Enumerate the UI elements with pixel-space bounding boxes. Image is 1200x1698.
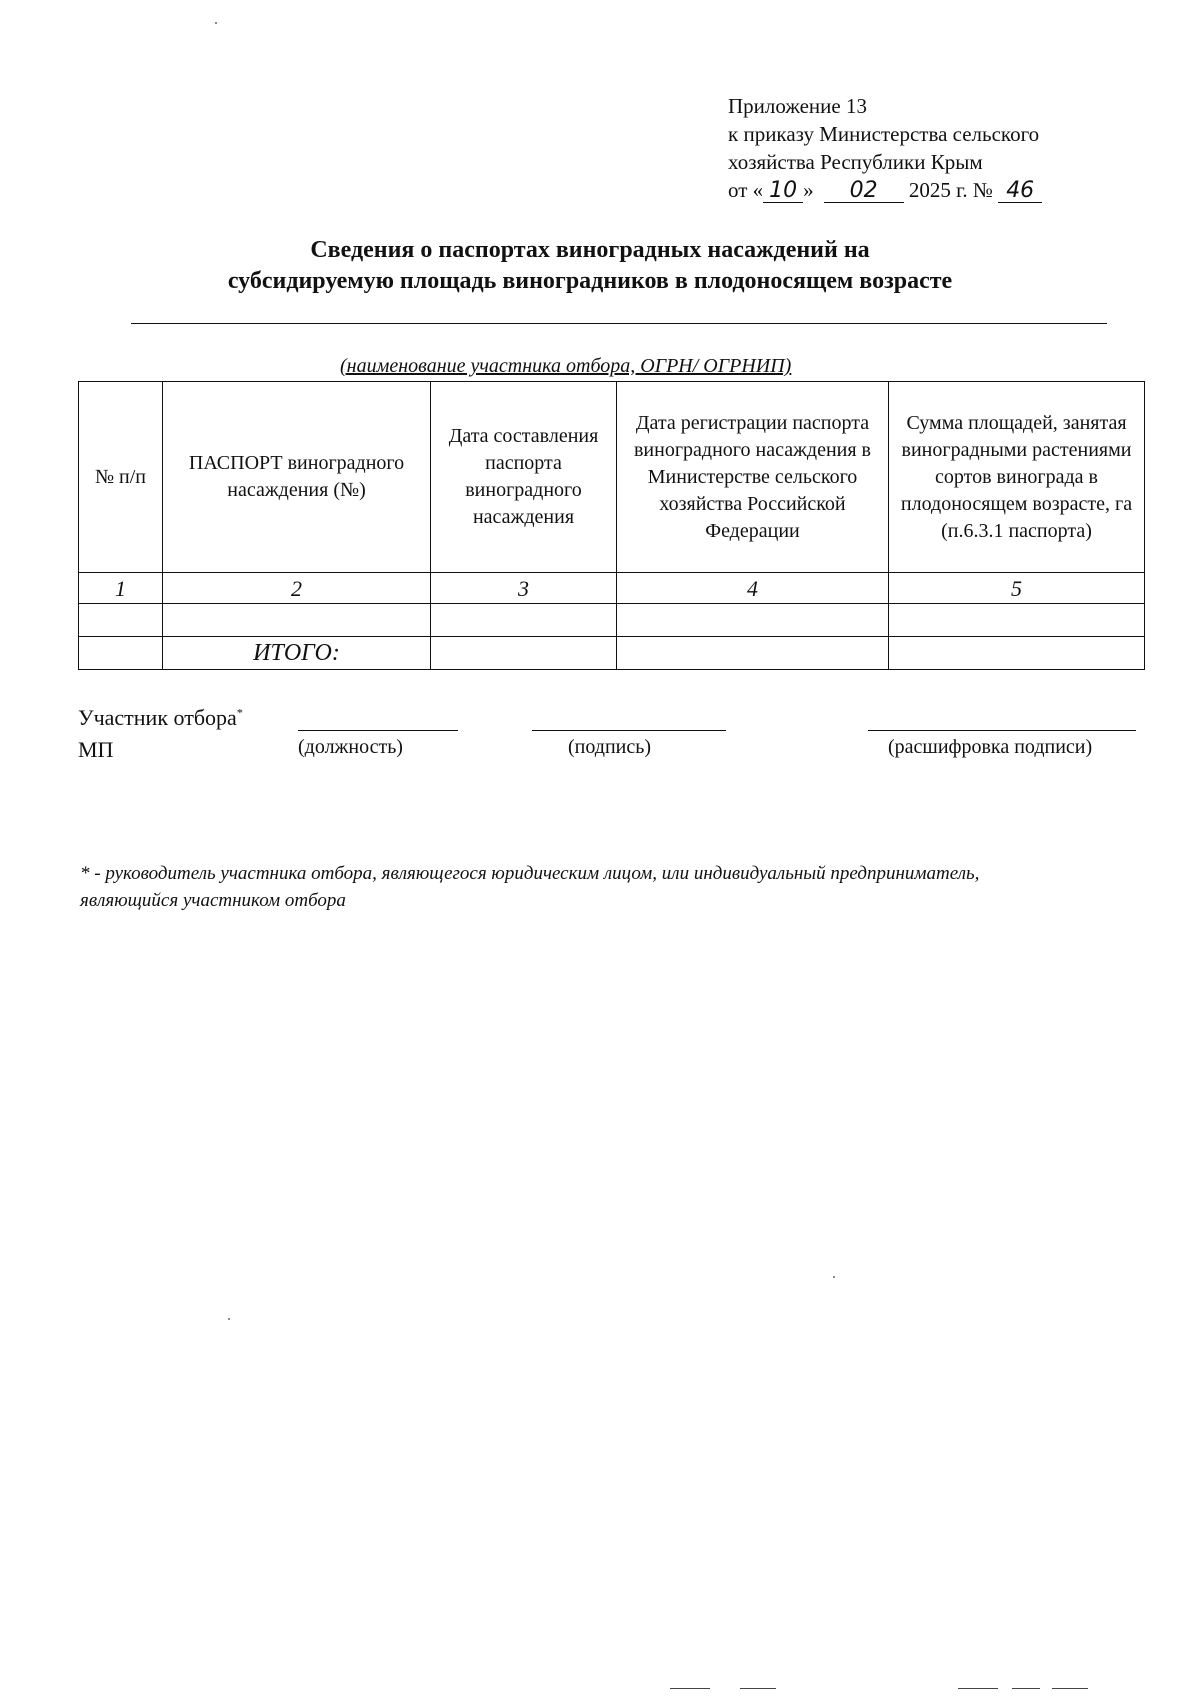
scan-speck: [228, 1318, 230, 1320]
table-cell[interactable]: [617, 604, 889, 637]
table-total-row: [79, 637, 1145, 670]
handwritten-number: 46: [998, 180, 1042, 203]
appendix-order-ref: к приказу Министерства сельского: [728, 122, 1040, 146]
column-number: 3: [431, 573, 617, 604]
header-number: № п/п: [79, 382, 163, 573]
scan-edge-mark: [1012, 1688, 1040, 1689]
scan-speck: [215, 22, 217, 24]
stamp-label: МП: [78, 737, 114, 762]
participant-label: Участник отбора*: [78, 705, 243, 730]
header-passport: ПАСПОРТ виноградного насаждения (№): [163, 382, 431, 573]
table-cell[interactable]: [163, 604, 431, 637]
total-label: ИТОГО:: [163, 637, 431, 670]
column-number: 4: [617, 573, 889, 604]
position-line[interactable]: [298, 730, 458, 731]
total-cell[interactable]: [889, 637, 1145, 670]
date-close: »: [803, 178, 814, 202]
column-number: 2: [163, 573, 431, 604]
footnote: * - руководитель участника отбора, являющегося юридическим лицом, или индивидуальный предприниматель, являющийся участником отбора: [80, 863, 980, 911]
scan-edge-mark: [958, 1688, 998, 1689]
decoding-caption: (расшифровка подписи): [888, 736, 1093, 758]
appendix-date-line: [728, 176, 1042, 204]
document-title: [130, 235, 1050, 297]
appendix-title: Приложение 13: [728, 94, 867, 118]
appendix-ministry: хозяйства Республики Крым: [728, 150, 983, 174]
table-header-row: [79, 382, 1145, 573]
column-number: 1: [79, 573, 163, 604]
table-cell[interactable]: [79, 604, 163, 637]
participant-caption: (наименование участника отбора, ОГРН/ ОГРНИП): [340, 355, 792, 377]
table-cell[interactable]: [889, 604, 1145, 637]
table-number-row: [79, 573, 1145, 604]
total-cell[interactable]: [431, 637, 617, 670]
table-cell[interactable]: [431, 604, 617, 637]
scan-edge-mark: [740, 1688, 776, 1689]
signature-caption: (подпись): [568, 736, 652, 758]
header-registration-date: Дата регистрации паспорта виноградного насаждения в Министерстве сельского хозяйства Российской Федерации: [617, 382, 889, 573]
appendix-block: [728, 92, 1042, 204]
table-row: [79, 604, 1145, 637]
total-cell[interactable]: [617, 637, 889, 670]
year-text: 2025 г. №: [908, 178, 993, 202]
header-area-sum: Сумма площадей, занятая виноградными растениями сортов винограда в плодоносящем возрасте, га (п.6.3.1 паспорта): [889, 382, 1145, 573]
column-number: 5: [889, 573, 1145, 604]
handwritten-month: 02: [824, 180, 904, 203]
date-prefix: от «: [728, 178, 764, 202]
scan-speck: [833, 1276, 835, 1278]
table-cell[interactable]: [79, 637, 163, 670]
scan-edge-mark: [670, 1688, 710, 1689]
asterisk-mark: *: [236, 705, 243, 720]
title-line-1: Сведения о паспортах виноградных насаждений на: [310, 237, 870, 263]
handwritten-day: 10: [763, 180, 803, 203]
position-caption: (должность): [298, 736, 403, 758]
title-line-2: субсидируемую площадь виноградников в плодоносящем возрасте: [227, 268, 953, 294]
signature-line[interactable]: [532, 730, 726, 731]
participant-name-line: [131, 323, 1107, 324]
header-compile-date: Дата составления паспорта виноградного насаждения: [431, 382, 617, 573]
decoding-line[interactable]: [868, 730, 1136, 731]
scan-edge-mark: [1052, 1688, 1088, 1689]
passports-table: [78, 381, 1145, 670]
